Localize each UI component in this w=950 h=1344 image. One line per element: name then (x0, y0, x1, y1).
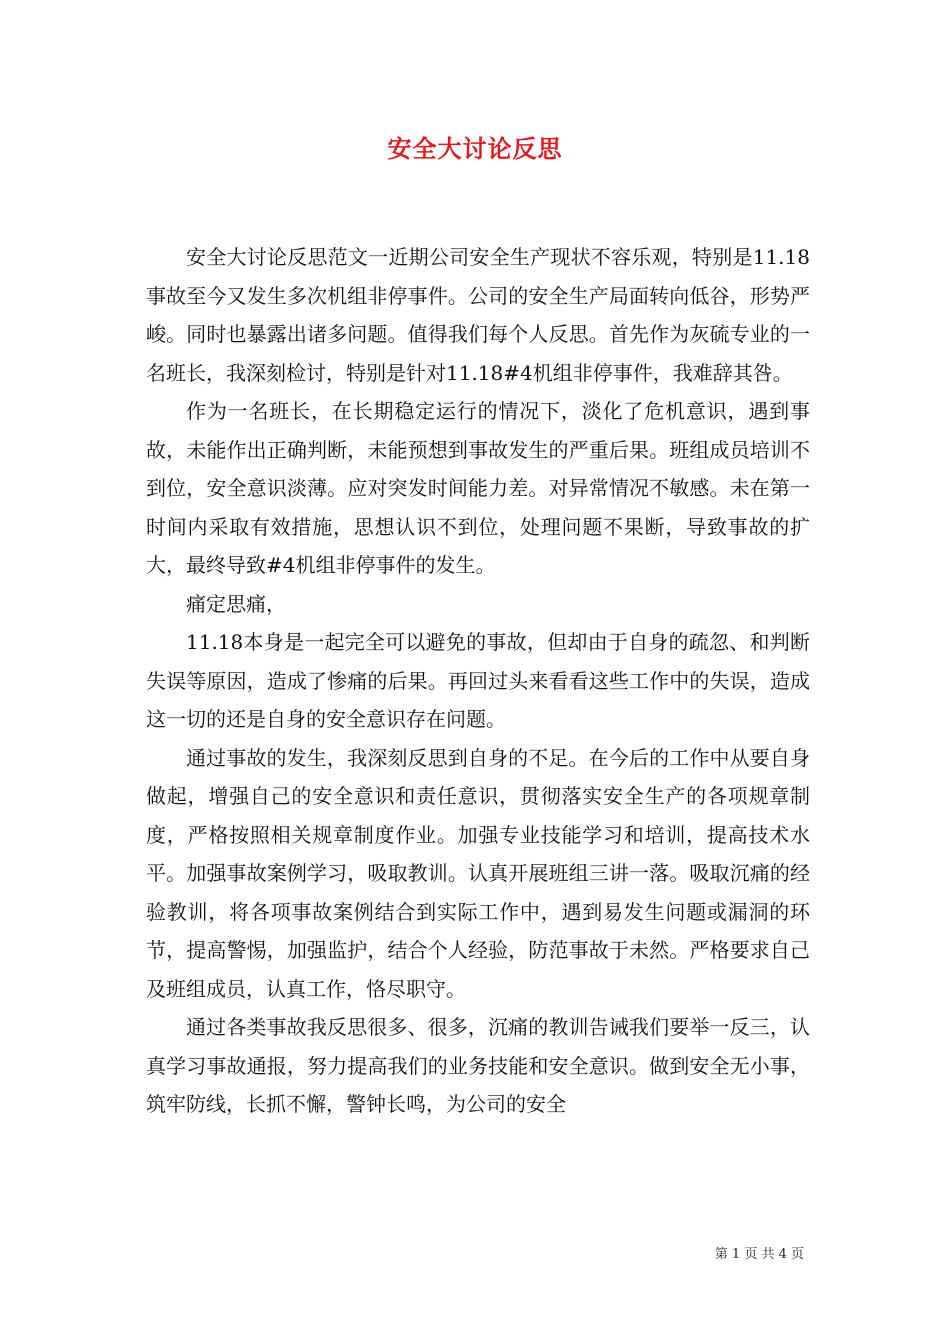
paragraph-5: 通过事故的发生，我深刻反思到自身的不足。在今后的工作中从要自身做起，增强自己的安全意识和责任意识，贯彻落实安全生产的各项规章制度，严格按照相关规章制度作业。加强专业技能学习和培训，提高技术水平。加强事故案例学习，吸取教训。认真开展班组三讲一落。吸取沉痛的经验教训，将各项事故案例结合到实际工作中，遇到易发生问题或漏洞的环节，提高警惕，加强监护，结合个人经验，防范事故于未然。严格要求自己及班组成员，认真工作，恪尽职守。 (146, 745, 810, 1001)
page-number-footer: 第 1 页 共 4 页 (714, 1247, 804, 1262)
paragraph-2: 作为一名班长，在长期稳定运行的情况下，淡化了危机意识，遇到事故，未能作出正确判断，未能预想到事故发生的严重后果。班组成员培训不到位，安全意识淡薄。应对突发时间能力差。对异常情况不敏感。未在第一时间内采取有效措施，思想认识不到位，处理问题不果断，导致事故的扩大，最终导致#4机组非停事件的发生。 (146, 399, 810, 577)
document-title: 安全大讨论反思 (387, 134, 563, 163)
document-body (146, 238, 810, 1124)
paragraph-3: 痛定思痛， (186, 591, 286, 616)
paragraph-6: 通过各类事故我反思很多、很多，沉痛的教训告诫我们要举一反三，认真学习事故通报，努力提高我们的业务技能和安全意识。做到安全无小事，筑牢防线，长抓不懈，警钟长鸣，为公司的安全 (146, 1015, 810, 1116)
paragraph-4: 11.18本身是一起完全可以避免的事故，但却由于自身的疏忽、和判断失误等原因，造成了惨痛的后果。再回过头来看看这些工作中的失误，造成这一切的还是自身的安全意识存在问题。 (146, 630, 810, 731)
paragraph-1: 安全大讨论反思范文一近期公司安全生产现状不容乐观，特别是11.18事故至今又发生多次机组非停事件。公司的安全生产局面转向低谷，形势严峻。同时也暴露出诸多问题。值得我们每个人反思。首先作为灰硫专业的一名班长，我深刻检讨，特别是针对11.18#4机组非停事件，我难辞其咎。 (146, 245, 810, 385)
